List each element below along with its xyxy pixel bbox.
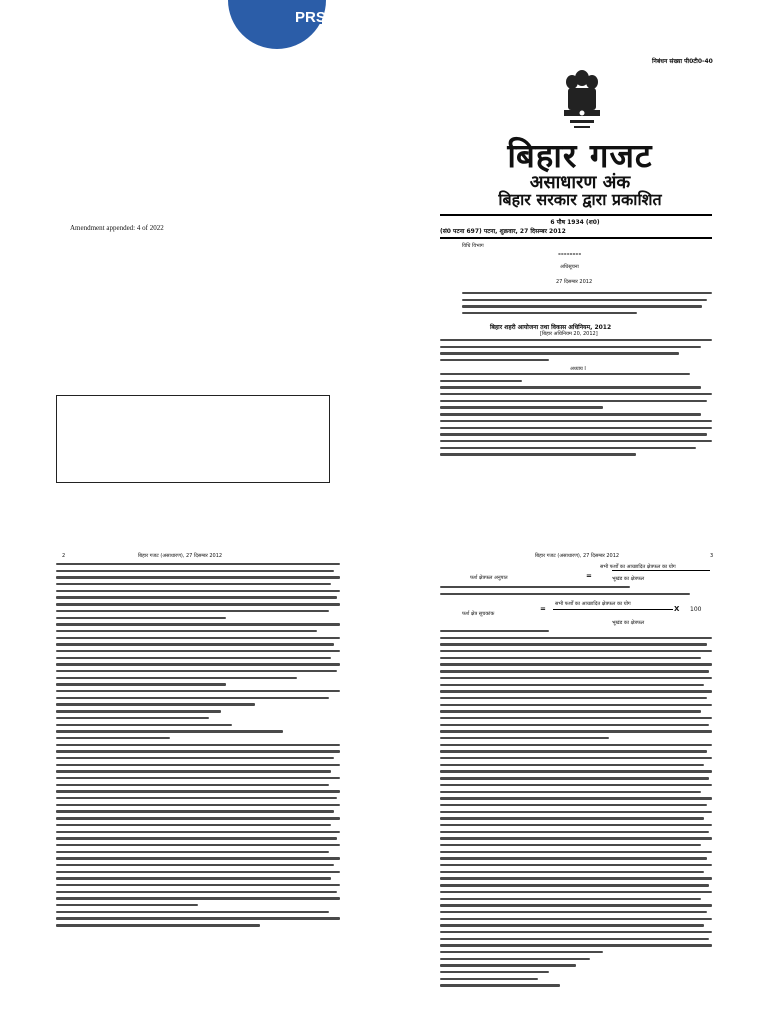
formula-1-fraction-bar bbox=[612, 570, 710, 571]
gazette-subtitle-extraordinary: असाधारण अंक bbox=[529, 172, 631, 193]
formula-1-denominator: भूखंड का क्षेत्रफल bbox=[612, 576, 645, 582]
page-2-number: 2 bbox=[62, 553, 66, 559]
page-2-header: बिहार गजट (असाधारण), 27 दिसम्बर 2012 bbox=[138, 553, 223, 559]
act-title: बिहार शहरी आयोजना तथा विकास अधिनियम, 2012 bbox=[490, 324, 612, 331]
formula-2-denominator: भूखंड का क्षेत्रफल bbox=[612, 620, 645, 626]
formula-2-multiply: X bbox=[674, 605, 680, 613]
state-emblem-icon bbox=[558, 68, 606, 132]
formula-1-left: फर्श क्षेत्रफल अनुपात bbox=[470, 575, 508, 581]
page-3-body-a bbox=[440, 586, 712, 599]
issue-line: (सं0 पटना 697) पटना, शुक्रवार, 27 दिसम्बर 2012 bbox=[440, 228, 566, 235]
page-3-header: बिहार गजट (असाधारण), 27 दिसम्बर 2012 bbox=[535, 553, 620, 559]
header-rule-bottom bbox=[440, 237, 712, 239]
act-preamble bbox=[440, 339, 712, 366]
registration-number: निबंधन संख्या पी0टी0-40 bbox=[652, 58, 713, 65]
notification-label: अधिसूचना bbox=[560, 264, 579, 270]
department-name: विधि विभाग bbox=[462, 243, 484, 249]
page-3-body-b bbox=[440, 630, 712, 991]
blank-box bbox=[56, 395, 330, 483]
amendment-note: Amendment appended: 4 of 2022 bbox=[70, 224, 164, 232]
notification-date: 27 दिसम्बर 2012 bbox=[556, 279, 593, 285]
separator: -------- bbox=[558, 250, 582, 258]
notification-paragraph bbox=[462, 292, 712, 319]
formula-2-fraction-bar bbox=[553, 609, 673, 610]
formula-2-equals: = bbox=[540, 605, 546, 613]
chapter-heading: अध्याय I bbox=[570, 366, 586, 372]
formula-2-factor: 100 bbox=[690, 606, 702, 613]
formula-2-left: फर्श क्षेत्र सूचकांक bbox=[462, 611, 495, 617]
formula-1-numerator: सभी फर्शों का आच्छादित क्षेत्रफल का योग bbox=[600, 564, 676, 570]
gazette-title: बिहार गजट bbox=[507, 136, 653, 175]
formula-2-numerator: सभी फर्शों का आच्छादित क्षेत्रफल का योग bbox=[555, 601, 631, 607]
gazette-subtitle-published: बिहार सरकार द्वारा प्रकाशित bbox=[498, 190, 662, 209]
act-section-1 bbox=[440, 373, 712, 460]
issue-date: 6 पौष 1934 (श0) bbox=[550, 219, 600, 226]
page-3-number: 3 bbox=[710, 553, 714, 559]
prs-logo bbox=[228, 0, 326, 72]
act-subtitle: [बिहार अधिनियम 20, 2012] bbox=[540, 331, 598, 337]
page-2-body bbox=[56, 563, 340, 931]
formula-1-equals: = bbox=[586, 572, 592, 580]
prs-logo-text: PRS bbox=[295, 9, 326, 26]
header-rule-top bbox=[440, 214, 712, 216]
